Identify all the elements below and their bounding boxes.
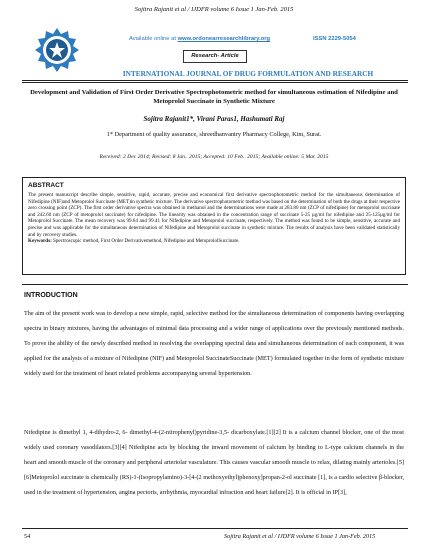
available-online-line — [129, 36, 270, 42]
page-number: 54 — [24, 533, 31, 540]
abstract-text — [28, 192, 400, 245]
issn: ISSN 2229-5054 — [313, 36, 356, 42]
available-online-label: Available online at — [129, 36, 176, 42]
abstract-heading: ABSTRACT — [28, 182, 64, 189]
abstract-paragraph: The present manuscript describe simple, sensitive, rapid, accurate, precise and economical first derivative spectrophotometric method for the simultaneous determination of Nifedipine (NIF)and Metoprolol Succinate (MET)in synthetic mixture. The derivative spectrophotometric method was based on the determination of both the drugs at their respective zero crossing point (ZCP). The first order derivative spectra was obtained in methanol and the determinations were made at 283.80 nm (ZCP of nifedipine) for metoprolol succinate and 242.60 nm (ZCP of metoprolol succinate) for nifedipine. The linearity was obtained in the concentration range of succinate 5-25 μg/ml for nifedipine and 25-125μg/ml for Metoprolol Succinate. The mean recovery was 99.64 and 99.41 for Nifedipine and Metoprolol succinate, respectively. The method was found to be simple, sensitive, accurate and precise and was applicable for the simultaneous determination of Nifedipine and Metoprolol succinate in synthetic mixture. The results of analysis have been validated statistically and by recovery studies. — [28, 192, 400, 238]
journal-seal-icon — [33, 26, 81, 74]
running-foot: Sojitra Rajanit et al / IJDFR volume 6 Issue 1 Jan-Feb. 2015 — [224, 533, 376, 540]
article-dates: Received: 2 Dec 2014; Revised: 8 Jan.. 2015; Accepted: 10 Feb.. 2015; Available online: 5 Mar. 2015 — [99, 154, 329, 160]
keywords-label: Keywords: — [28, 238, 52, 245]
footer-divider — [22, 528, 408, 529]
journal-name: INTERNATIONAL JOURNAL OF DRUG FORMULATION AND RESEARCH — [122, 69, 374, 78]
keywords: Spectroscopic method, First Order Derivativemethod, Nifedipine and MetoprololSuccinate. — [51, 238, 240, 245]
running-head: Sojitra Rajanit et al / IJDFR volume 6 Issue 1 Jan-Feb. 2015 — [134, 6, 294, 13]
header-divider-2 — [22, 82, 408, 83]
introduction-heading: INTRODUCTION — [24, 292, 78, 299]
affiliation: 1* Department of quality assurance, shreedhanvantry Pharmacy College, Kim, Surat. — [106, 131, 322, 138]
abstract-box — [22, 177, 406, 275]
authors: Sojitra Rajanit1*, Virani Paras1, Hashumati Raj — [143, 115, 285, 123]
section-divider — [22, 284, 408, 285]
intro-paragraph-2: Nifedipine is dimethyl 1, 4-dihydro-2, 6- dimethyl-4-(2-nitrophenyl)pyridine-3,5- dicarboxylate.[1][2] It is a calcium channel blocker, one of the most widely used coronary vasodilators.[3][4] Nifedipine acts by blocking the inward movement of calcium by binding to L-type calcium channels in the heart and smooth muscle of the coronary and peripheral arteriolar vasculature. This causes vascular smooth muscle to relax, dilating mainly arterioles.[5][6]Metoprolol succinate is chemically (RS)-1-(Isopropylamino)-3-[4-(2 methoxyethyl)phenoxy]propan-2-ol succinate [1], is a cardio selective β-blocker, used in the treatment of hypertension, angina pectoris, arrhythmia, myocardial infraction and heart failure[2]. It is official in IP[3], — [24, 429, 404, 496]
header-divider — [22, 80, 408, 81]
article-title: Development and Validation of First Order Derivative Spectrophotometric method for simultaneous estimation of Nifedipine and Metoprolol Succinate in Synthetic Mixture — [30, 89, 398, 105]
intro-paragraph-1: The aim of the present work was to develop a new simple, rapid, selective method for the simultaneous determination of components having overlapping spectra in binary mixtures, having the advantages of minimal data processing and a wider range of applications over the previously mentioned methods. To prove the ability of the newly described method in resolving the overlapping spectral data and simultaneous determination of each component, it was applied for the analysis of a mixture of Nifedipine (NIF) and Metoprolol SuccinateSuccinate (MET) formulated together in the form of synthetic mixture widely used for the treatment of heart related problems accompanying several hypertension. — [24, 310, 404, 377]
article-type-badge: Research- Article — [183, 50, 247, 63]
journal-url-link[interactable]: www.ordonearresearchlibrary.org — [177, 36, 271, 42]
